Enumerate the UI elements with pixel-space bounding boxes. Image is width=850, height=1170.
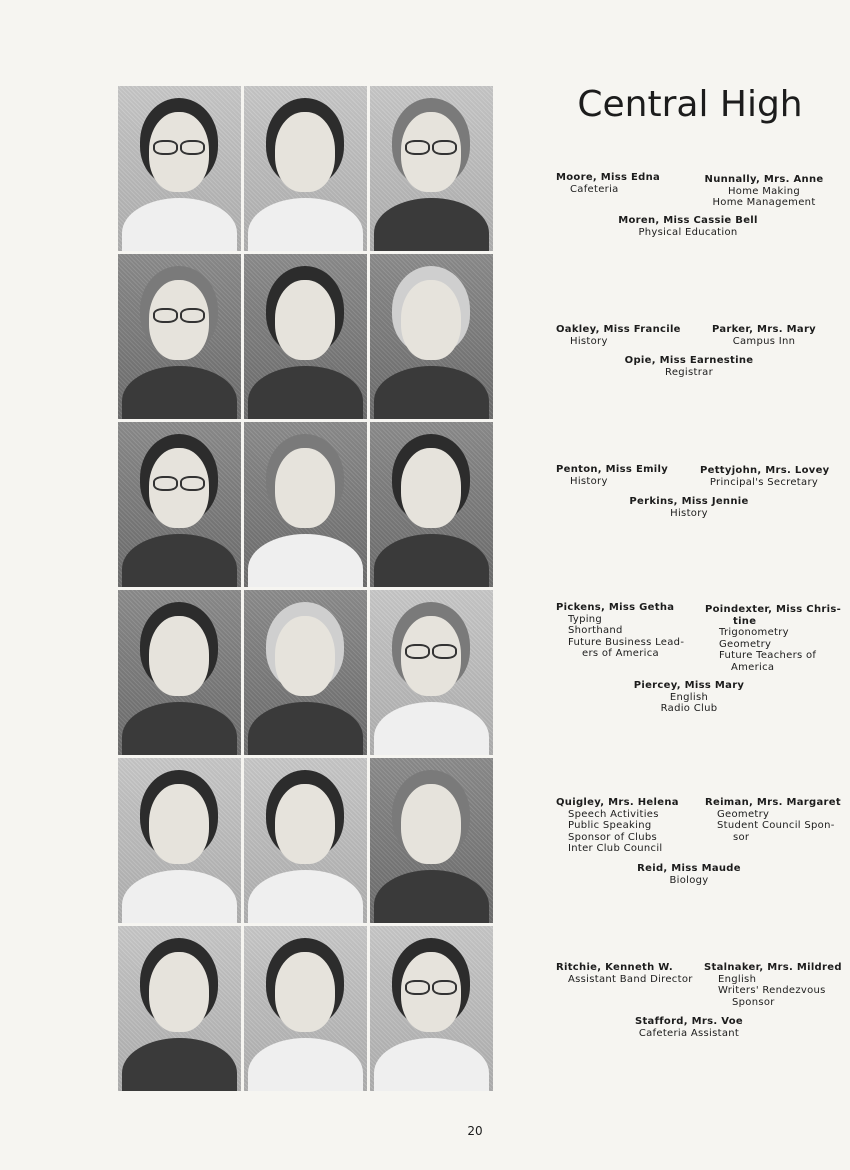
faculty-name: Pickens, Miss Getha	[556, 602, 675, 613]
faculty-entry	[556, 602, 684, 660]
faculty-entry	[556, 324, 681, 347]
faculty-role: Home Making	[727, 185, 801, 197]
faculty-entry	[556, 962, 693, 985]
faculty-entry	[614, 680, 764, 715]
faculty-role: History	[570, 475, 608, 487]
faculty-name: Ritchie, Kenneth W.	[556, 962, 673, 973]
faculty-entry	[614, 863, 764, 886]
portrait-grid	[118, 86, 496, 1088]
portrait-photo	[244, 422, 367, 587]
faculty-name: Opie, Miss Earnestine	[624, 355, 754, 366]
faculty-role: Future Business Lead-	[568, 636, 685, 648]
page-title: Central High	[577, 84, 803, 125]
faculty-role: Typing	[568, 613, 603, 625]
faculty-name: Moore, Miss Edna	[556, 172, 661, 183]
faculty-entry	[700, 324, 828, 347]
faculty-name: Oakley, Miss Francile	[556, 324, 681, 335]
faculty-name: Stalnaker, Mrs. Mildred	[704, 962, 842, 973]
faculty-role: Principal's Secretary	[709, 476, 819, 488]
faculty-name: Moren, Miss Cassie Bell	[618, 215, 758, 226]
faculty-name: Piercey, Miss Mary	[633, 680, 745, 691]
faculty-role: Shorthand	[568, 625, 623, 637]
faculty-role: Cafeteria	[570, 183, 619, 195]
faculty-entry	[614, 496, 764, 519]
portrait-photo	[244, 86, 367, 251]
faculty-role: Future Teachers of	[719, 650, 817, 662]
faculty-name: Reiman, Mrs. Margaret	[705, 797, 841, 808]
faculty-entry	[556, 172, 660, 195]
portrait-photo	[370, 758, 493, 923]
faculty-role: ers of America	[582, 648, 659, 660]
faculty-entry	[556, 797, 679, 855]
faculty-name-continued: tine	[733, 615, 757, 627]
faculty-entry	[700, 174, 828, 209]
faculty-entry	[614, 355, 764, 378]
faculty-role: Geometry	[719, 638, 772, 650]
faculty-role: Physical Education	[638, 226, 738, 238]
faculty-role: Writers' Rendezvous	[718, 985, 826, 997]
portrait-photo	[244, 926, 367, 1091]
faculty-role: Geometry	[717, 808, 770, 820]
faculty-role: Home Management	[712, 197, 816, 209]
portrait-photo	[370, 590, 493, 755]
portrait-photo	[118, 758, 241, 923]
portrait-photo	[118, 590, 241, 755]
faculty-name: Perkins, Miss Jennie	[629, 496, 749, 507]
faculty-entry	[705, 604, 841, 674]
faculty-role: Registrar	[665, 366, 713, 378]
faculty-role: Trigonometry	[719, 627, 789, 639]
portrait-photo	[370, 422, 493, 587]
faculty-entry	[704, 962, 842, 1008]
faculty-role: Inter Club Council	[568, 843, 663, 855]
portrait-photo	[244, 758, 367, 923]
faculty-entry	[700, 465, 828, 488]
portrait-photo	[118, 422, 241, 587]
faculty-role: Biology	[669, 874, 709, 886]
portrait-photo	[370, 86, 493, 251]
faculty-role: Campus Inn	[732, 335, 796, 347]
faculty-name: Pettyjohn, Mrs. Lovey	[700, 465, 830, 476]
faculty-role: sor	[733, 831, 750, 843]
faculty-name: Quigley, Mrs. Helena	[556, 797, 679, 808]
portrait-photo	[370, 926, 493, 1091]
faculty-entry	[614, 1016, 764, 1039]
faculty-name: Stafford, Mrs. Voe	[634, 1016, 744, 1027]
faculty-role: Radio Club	[660, 703, 718, 715]
faculty-role: America	[731, 661, 775, 673]
faculty-entry	[610, 215, 766, 238]
faculty-name: Penton, Miss Emily	[556, 464, 669, 475]
portrait-photo	[118, 86, 241, 251]
faculty-name: Poindexter, Miss Chris-	[705, 604, 842, 615]
faculty-role: Speech Activities	[568, 808, 659, 820]
portrait-photo	[118, 254, 241, 419]
portrait-photo	[118, 926, 241, 1091]
faculty-role: History	[570, 335, 608, 347]
faculty-role: English	[718, 973, 757, 985]
faculty-role: History	[670, 507, 708, 519]
faculty-role: Sponsor of Clubs	[568, 831, 658, 843]
faculty-name: Nunnally, Mrs. Anne	[704, 174, 824, 185]
faculty-role: Cafeteria Assistant	[638, 1027, 740, 1039]
faculty-role: Public Speaking	[568, 820, 652, 832]
faculty-role: Sponsor	[732, 996, 775, 1008]
page-number: 20	[467, 1124, 483, 1138]
portrait-photo	[370, 254, 493, 419]
faculty-name: Parker, Mrs. Mary	[711, 324, 816, 335]
faculty-entry	[556, 464, 668, 487]
faculty-name: Reid, Miss Maude	[637, 863, 741, 874]
faculty-role: Student Council Spon-	[717, 820, 835, 832]
faculty-role: Assistant Band Director	[568, 973, 693, 985]
faculty-role: English	[669, 691, 709, 703]
faculty-entry	[705, 797, 841, 843]
portrait-photo	[244, 590, 367, 755]
portrait-photo	[244, 254, 367, 419]
